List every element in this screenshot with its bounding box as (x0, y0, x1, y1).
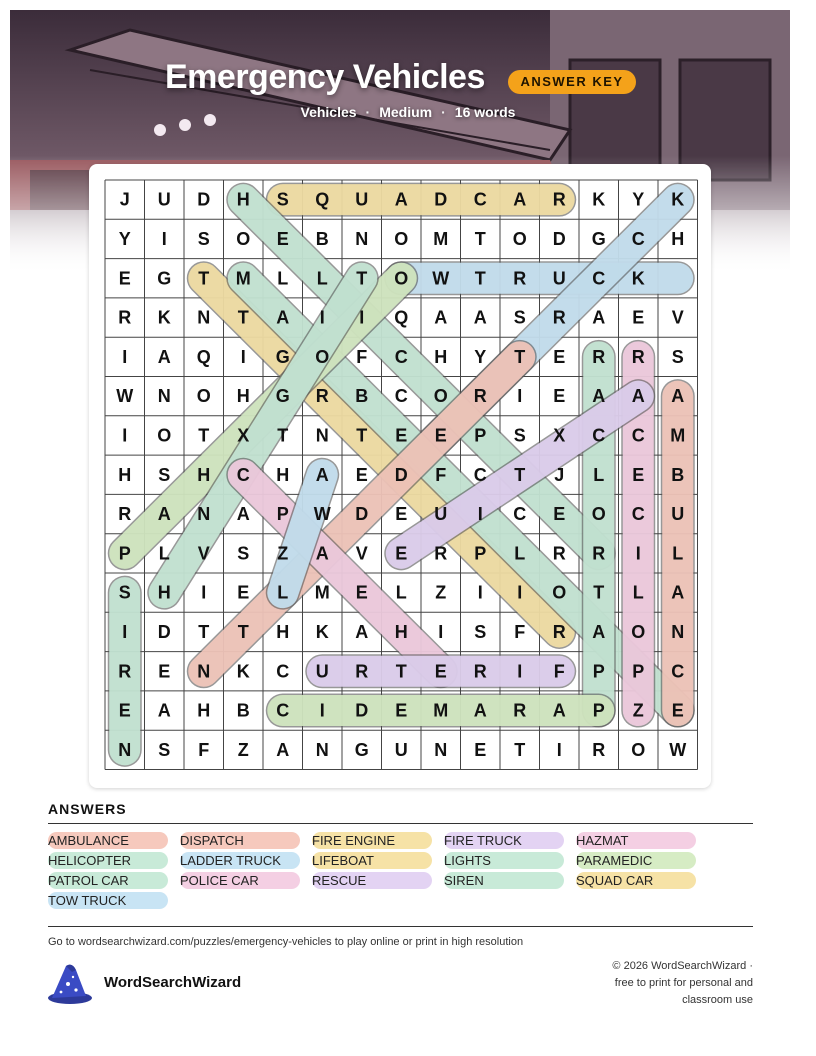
grid-letter[interactable]: M (433, 700, 449, 721)
grid-letter[interactable]: E (434, 425, 447, 446)
grid-letter[interactable]: D (197, 189, 211, 210)
grid-letter[interactable]: R (118, 504, 132, 525)
copyright-line: free to print for personal and (614, 977, 753, 989)
grid-letter[interactable]: K (236, 661, 250, 682)
wizard-hat-icon (46, 962, 94, 1006)
grid-letter[interactable]: L (277, 582, 289, 603)
grid-letter[interactable]: J (554, 464, 565, 485)
divider (48, 926, 753, 927)
grid-letter[interactable]: P (118, 543, 131, 564)
grid-letter[interactable]: G (275, 386, 290, 407)
grid-letter[interactable]: D (552, 228, 566, 249)
grid-letter[interactable]: A (355, 621, 369, 642)
grid-letter[interactable]: A (236, 504, 250, 525)
answer-word: FIRE ENGINE (312, 832, 432, 849)
grid-letter[interactable]: B (355, 386, 369, 407)
letter-grid[interactable] (89, 164, 711, 788)
answer-word: AMBULANCE (48, 832, 168, 849)
grid-letter[interactable]: O (433, 386, 448, 407)
grid-letter[interactable]: M (314, 582, 330, 603)
grid-letter[interactable]: G (354, 739, 369, 760)
grid-letter[interactable]: C (592, 425, 606, 446)
grid-letter[interactable]: Q (315, 189, 330, 210)
grid-letter[interactable]: A (276, 739, 290, 760)
grid-letter[interactable]: A (671, 582, 685, 603)
grid-letter[interactable]: B (315, 228, 329, 249)
grid-letter[interactable]: D (394, 464, 408, 485)
grid-letter[interactable]: T (198, 621, 210, 642)
grid-letter[interactable]: R (118, 307, 132, 328)
grid-letter[interactable]: V (355, 543, 368, 564)
puzzle-board (89, 164, 711, 788)
difficulty-label: Medium (379, 104, 433, 120)
answer-word: TOW TRUCK (48, 892, 168, 909)
grid-letter[interactable]: I (240, 346, 246, 367)
grid-letter[interactable]: T (198, 268, 210, 289)
grid-letter[interactable]: U (315, 661, 329, 682)
answer-key-badge: ANSWER KEY (508, 70, 636, 94)
grid-letter[interactable]: A (473, 307, 487, 328)
grid-letter[interactable]: I (319, 307, 325, 328)
grid-letter[interactable]: T (395, 661, 407, 682)
copyright-line: © 2026 WordSearchWizard · (612, 960, 753, 972)
grid-letter[interactable]: A (631, 386, 645, 407)
grid-letter[interactable]: R (592, 346, 606, 367)
grid-letter[interactable]: T (514, 346, 526, 367)
grid-letter[interactable]: F (514, 621, 526, 642)
grid-letter[interactable]: A (434, 307, 448, 328)
grid-letter[interactable]: O (394, 268, 409, 289)
grid-letter[interactable]: E (395, 504, 408, 525)
grid-letter[interactable]: T (514, 464, 526, 485)
grid-letter[interactable]: C (236, 464, 250, 485)
grid-letter[interactable]: A (394, 189, 408, 210)
grid-letter[interactable]: H (236, 386, 250, 407)
grid-letter[interactable]: A (315, 543, 329, 564)
grid-letter[interactable]: W (432, 268, 450, 289)
grid-letter[interactable]: C (671, 661, 685, 682)
grid-letter[interactable]: B (671, 464, 685, 485)
grid-letter[interactable]: E (237, 582, 250, 603)
grid-letter[interactable]: D (355, 700, 369, 721)
grid-letter[interactable]: I (517, 582, 523, 603)
grid-letter[interactable]: C (473, 189, 487, 210)
grid-letter[interactable]: A (157, 346, 171, 367)
grid-letter[interactable]: E (395, 543, 408, 564)
grid-letter[interactable]: C (276, 700, 290, 721)
grid-letter[interactable]: I (517, 661, 523, 682)
grid-letter[interactable]: F (356, 346, 368, 367)
grid-letter[interactable]: R (355, 661, 369, 682)
grid-letter[interactable]: E (158, 661, 171, 682)
grid-letter[interactable]: E (671, 700, 684, 721)
grid-letter[interactable]: A (276, 307, 290, 328)
grid-letter[interactable]: V (197, 543, 210, 564)
grid-letter[interactable]: R (118, 661, 132, 682)
grid-letter[interactable]: A (473, 700, 487, 721)
answer-word: DISPATCH (180, 832, 300, 849)
grid-letter[interactable]: S (276, 189, 289, 210)
grid-letter[interactable]: H (197, 464, 211, 485)
grid-letter[interactable]: R (513, 268, 527, 289)
grid-letter[interactable]: T (237, 307, 249, 328)
grid-letter[interactable]: F (435, 464, 447, 485)
grid-letter[interactable]: H (671, 228, 685, 249)
grid-letter[interactable]: P (474, 543, 487, 564)
grid-letter[interactable]: W (116, 386, 134, 407)
grid-letter[interactable]: N (434, 739, 448, 760)
grid-letter[interactable]: M (235, 268, 251, 289)
grid-letter[interactable]: R (315, 386, 329, 407)
grid-letter[interactable]: K (315, 621, 329, 642)
grid-letter[interactable]: A (552, 700, 566, 721)
grid-letter[interactable]: T (474, 268, 486, 289)
grid-letter[interactable]: I (319, 700, 325, 721)
grid-letter[interactable]: A (592, 621, 606, 642)
grid-letter[interactable]: X (553, 425, 566, 446)
grid-letter[interactable]: U (671, 504, 685, 525)
grid-letter[interactable]: H (197, 700, 211, 721)
grid-letter[interactable]: E (474, 739, 487, 760)
grid-letter[interactable]: E (553, 346, 566, 367)
grid-letter[interactable]: R (552, 621, 566, 642)
grid-letter[interactable]: E (395, 700, 408, 721)
grid-letter[interactable]: P (592, 700, 605, 721)
answer-word: RESCUE (312, 872, 432, 889)
grid-letter[interactable]: F (553, 661, 565, 682)
grid-letter[interactable]: I (122, 621, 128, 642)
grid-letter[interactable]: A (592, 307, 606, 328)
grid-letter[interactable]: O (236, 228, 251, 249)
grid-letter[interactable]: D (157, 621, 171, 642)
grid-letter[interactable]: C (631, 228, 645, 249)
grid-letter[interactable]: R (552, 307, 566, 328)
grid-letter[interactable]: A (592, 386, 606, 407)
grid-letter[interactable]: I (122, 346, 128, 367)
grid-letter[interactable]: E (632, 307, 645, 328)
grid-letter[interactable]: R (631, 346, 645, 367)
grid-letter[interactable]: Z (277, 543, 289, 564)
grid-letter[interactable]: K (592, 189, 606, 210)
copyright-line: classroom use (682, 994, 753, 1006)
grid-letter[interactable]: I (201, 582, 207, 603)
answer-word: SQUAD CAR (576, 872, 696, 889)
grid-letter[interactable]: S (513, 425, 526, 446)
grid-letter[interactable]: O (552, 582, 567, 603)
grid-letter[interactable]: R (473, 661, 487, 682)
grid-letter[interactable]: U (157, 189, 171, 210)
grid-letter[interactable]: G (157, 268, 172, 289)
grid-letter[interactable]: G (591, 228, 606, 249)
grid-letter[interactable]: T (356, 268, 368, 289)
grid-letter[interactable]: L (395, 582, 407, 603)
grid-letter[interactable]: E (434, 661, 447, 682)
grid-letter[interactable]: X (237, 425, 250, 446)
grid-letter[interactable]: F (198, 739, 210, 760)
grid-letter[interactable]: Q (196, 346, 211, 367)
grid-letter[interactable]: A (157, 700, 171, 721)
grid-letter[interactable]: C (394, 386, 408, 407)
grid-letter[interactable]: I (517, 386, 523, 407)
answer-word: LADDER TRUCK (180, 852, 300, 869)
grid-letter[interactable]: R (473, 386, 487, 407)
grid-letter[interactable]: Z (237, 739, 249, 760)
grid-letter[interactable]: S (158, 464, 171, 485)
grid-letter[interactable]: I (438, 621, 444, 642)
grid-letter[interactable]: B (236, 700, 250, 721)
answer-word: PARAMEDIC (576, 852, 696, 869)
grid-letter[interactable]: U (434, 504, 448, 525)
grid-letter[interactable]: R (552, 189, 566, 210)
grid-letter[interactable]: O (631, 739, 646, 760)
grid-letter[interactable]: Y (474, 346, 487, 367)
grid-letter[interactable]: O (631, 621, 646, 642)
grid-letter[interactable]: E (632, 464, 645, 485)
grid-letter[interactable]: Y (118, 228, 131, 249)
grid-letter[interactable]: P (592, 661, 605, 682)
grid-letter[interactable]: E (355, 582, 368, 603)
grid-letter[interactable]: A (157, 504, 171, 525)
grid-letter[interactable]: E (118, 268, 131, 289)
grid-letter[interactable]: I (556, 739, 562, 760)
footer-link[interactable]: Go to wordsearchwizard.com/puzzles/emergency-vehicles to play online or print in high resolution (48, 936, 524, 948)
grid-letter[interactable]: Y (632, 189, 645, 210)
grid-letter[interactable]: L (158, 543, 170, 564)
category-label: Vehicles (300, 104, 357, 120)
grid-letter[interactable]: T (474, 228, 486, 249)
grid-letter[interactable]: S (513, 307, 526, 328)
answer-word: HELICOPTER (48, 852, 168, 869)
grid-letter[interactable]: I (477, 504, 483, 525)
grid-letter[interactable]: K (157, 307, 171, 328)
grid-letter[interactable]: C (592, 268, 606, 289)
grid-letter[interactable]: O (394, 228, 409, 249)
grid-letter[interactable]: P (276, 504, 289, 525)
grid-letter[interactable]: Z (435, 582, 447, 603)
grid-letter[interactable]: I (477, 582, 483, 603)
grid-letter[interactable]: M (433, 228, 449, 249)
grid-letter[interactable]: L (632, 582, 644, 603)
grid-letter[interactable]: K (671, 189, 685, 210)
grid-letter[interactable]: W (669, 739, 687, 760)
word-count-label: 16 words (454, 104, 516, 120)
grid-letter[interactable]: C (394, 346, 408, 367)
grid-letter[interactable]: S (118, 582, 131, 603)
grid-letter[interactable]: R (513, 700, 527, 721)
answer-word: FIRE TRUCK (444, 832, 564, 849)
grid-letter[interactable]: G (275, 346, 290, 367)
copyright-text (560, 958, 753, 1009)
grid-letter[interactable]: E (355, 464, 368, 485)
grid-letter[interactable]: S (237, 543, 250, 564)
grid-letter[interactable]: A (315, 464, 329, 485)
grid-letter[interactable]: N (197, 661, 211, 682)
grid-letter[interactable]: E (276, 228, 289, 249)
grid-letter[interactable]: H (394, 621, 408, 642)
grid-letter[interactable]: H (236, 189, 250, 210)
grid-letter[interactable]: T (514, 739, 526, 760)
grid-letter[interactable]: C (473, 464, 487, 485)
grid-letter[interactable]: V (671, 307, 684, 328)
grid-letter[interactable]: L (672, 543, 684, 564)
grid-letter[interactable]: E (553, 504, 566, 525)
grid-letter[interactable]: T (277, 425, 289, 446)
grid-letter[interactable]: T (198, 425, 210, 446)
grid-letter[interactable]: O (157, 425, 172, 446)
grid-letter[interactable]: Q (394, 307, 409, 328)
answer-word: HAZMAT (576, 832, 696, 849)
divider (48, 823, 753, 824)
grid-letter[interactable]: T (593, 582, 605, 603)
grid-letter[interactable]: S (197, 228, 210, 249)
grid-letter[interactable]: I (635, 543, 641, 564)
grid-letter[interactable]: C (631, 425, 645, 446)
grid-letter[interactable]: H (276, 464, 290, 485)
grid-letter[interactable]: C (276, 661, 290, 682)
grid-letter[interactable]: Z (632, 700, 644, 721)
grid-letter[interactable]: O (315, 346, 330, 367)
grid-letter[interactable]: S (671, 346, 684, 367)
grid-letter[interactable]: S (474, 621, 487, 642)
grid-letter[interactable]: M (670, 425, 686, 446)
grid-letter[interactable]: T (237, 621, 249, 642)
grid-letter[interactable]: R (592, 543, 606, 564)
grid-letter[interactable]: N (197, 307, 211, 328)
grid-letter[interactable]: L (514, 543, 526, 564)
grid-letter[interactable]: N (671, 621, 685, 642)
grid-letter[interactable]: R (592, 739, 606, 760)
grid-letter[interactable]: N (355, 228, 369, 249)
grid-letter[interactable]: W (313, 504, 331, 525)
grid-letter[interactable]: A (671, 386, 685, 407)
grid-letter[interactable]: H (118, 464, 132, 485)
answer-word: LIGHTS (444, 852, 564, 869)
grid-letter[interactable]: T (356, 425, 368, 446)
grid-letter[interactable]: R (552, 543, 566, 564)
grid-letter[interactable]: I (161, 228, 167, 249)
grid-letter[interactable]: D (434, 189, 448, 210)
grid-letter[interactable]: C (631, 504, 645, 525)
grid-letter[interactable]: P (632, 661, 645, 682)
grid-letter[interactable]: N (197, 504, 211, 525)
grid-letter[interactable]: L (593, 464, 605, 485)
grid-letter[interactable]: H (276, 621, 290, 642)
grid-letter[interactable]: N (157, 386, 171, 407)
page-title: Emergency Vehicles (165, 58, 485, 96)
grid-letter[interactable]: L (316, 268, 328, 289)
grid-letter[interactable]: O (512, 228, 527, 249)
grid-letter[interactable]: J (119, 189, 130, 210)
grid-letter[interactable]: P (474, 425, 487, 446)
grid-letter[interactable]: C (513, 504, 527, 525)
answer-word: LIFEBOAT (312, 852, 432, 869)
grid-letter[interactable]: N (118, 739, 132, 760)
grid-letter[interactable]: I (359, 307, 365, 328)
grid-letter[interactable]: H (157, 582, 171, 603)
grid-letter[interactable]: S (158, 739, 171, 760)
grid-letter[interactable]: U (355, 189, 369, 210)
grid-letter[interactable]: O (196, 386, 211, 407)
answer-word: POLICE CAR (180, 872, 300, 889)
grid-letter[interactable]: N (315, 425, 329, 446)
grid-letter[interactable]: E (395, 425, 408, 446)
grid-letter[interactable]: A (513, 189, 527, 210)
grid-letter[interactable]: U (394, 739, 408, 760)
grid-letter[interactable]: R (434, 543, 448, 564)
answer-word: SIREN (444, 872, 564, 889)
grid-letter[interactable]: L (277, 268, 289, 289)
answers-heading: ANSWERS (48, 801, 127, 817)
grid-letter[interactable]: O (591, 504, 606, 525)
puzzle-meta: Vehicles · Medium · 16 words (300, 104, 516, 120)
answer-word: PATROL CAR (48, 872, 168, 889)
grid-letter[interactable]: U (552, 268, 566, 289)
grid-letter[interactable]: K (631, 268, 645, 289)
grid-letter[interactable]: E (553, 386, 566, 407)
grid-letter[interactable]: E (118, 700, 131, 721)
grid-letter[interactable]: D (355, 504, 369, 525)
brand-name: WordSearchWizard (104, 974, 242, 991)
grid-letter[interactable]: I (122, 425, 128, 446)
grid-letter[interactable]: H (434, 346, 448, 367)
grid-letter[interactable]: N (315, 739, 329, 760)
